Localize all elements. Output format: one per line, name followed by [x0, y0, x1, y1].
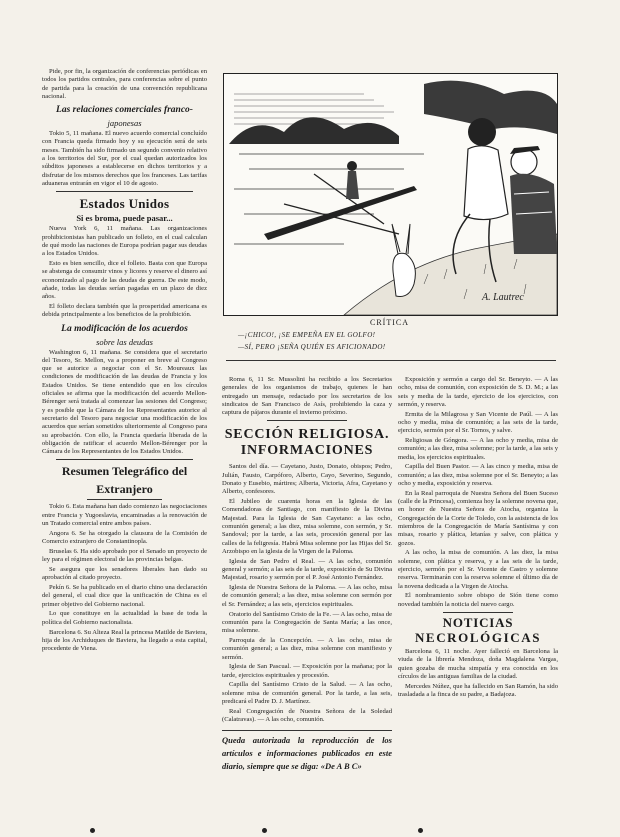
middle-column [222, 376, 392, 830]
cartoon-caption-1: —¡CHICO!, ¡SE EMPEÑA EN EL GOLFO! [238, 331, 376, 339]
heading-relaciones-2: japonesas [107, 118, 142, 129]
iglesia-item: Oratorio del Santísimo Cristo de la Fe. — A las ocho, misa de comunión para la Congregación de Santa María; a las once, misa solemne. [222, 610, 392, 635]
rabbit-ears [392, 224, 410, 254]
section-informaciones-title: INFORMACIONES [240, 443, 374, 459]
obituary-item: Mercedes Núñez, que ha fallecido en San Ramón, ha sido trasladada a la finca de su padre, a Badajoza. [398, 682, 558, 698]
artist-signature: A. Lautrec [482, 292, 524, 303]
article-intro: Exposición y sermón a cargo del Sr. Beneyto. — A las ocho, misa de comunión, con exposición de S. D. M.; a las seis y media de la tarde, ejercicio de los ejercicios, con sermón, y reserva. [398, 376, 558, 408]
necrologicas-title-2: NECROLÓGICAS [414, 630, 542, 646]
article-mussolini: Roma 6, 11 Sr. Mussolini ha recibido a los Secretarios generales de los organismos de trabajo, quienes le han entregado un mensaje, redactado por los secretarios de los sindicatos de San Francisco de Asís, prohibiendo la caza y captura de pájaros durante el invierno próximo. [222, 376, 392, 417]
resumen-item-4: Se asegura que los senadores liberales han dado su aprobación al citado proyecto. [42, 565, 207, 582]
divider [56, 191, 193, 192]
article-real-parroquia: En la Real parroquia de Nuestra Señora del Buen Suceso (calle de la Princesa), comienza hoy la solemne novena que, en honor de Nuestra Señora de Atocha, organiza la Congregación de la Corte de Toledo, con la asistencia de los miembros de la Congregación de María Santísima y con misas, rosario y plática, letanías y salve, con plática y gozos. [398, 489, 558, 547]
article-modificacion: Washington 6, 11 mañana. Se considera que el secretario del Tesoro, Sr. Mellon, va a proponer en breve al Congreso que se autorice a negociar con el Sr. Moureaux las condiciones de modificación de las deudas de Francia y los Estados Unidos. Se tiene entendido que en los círculos oficiales se afirma que la modificación del acuerdo Mellon-Bérenger será tratada al comenzar las sesiones del Congreso; y es posible que la Cámara de los Representantes autorice al secretario del Tesoro para negociar una modificación de los acuerdos que serían sometidos ulteriormente al Congreso para su aprobación. Con ello, la Francia quedaría liberada de la obligación de ratificar el acuerdo Mellon-Bérenger por la Cámara de los Representantes de los Estados Unidos. [42, 348, 207, 456]
divider [87, 499, 162, 500]
divider [56, 459, 193, 460]
resumen-item-1: Tokio 6. Esta mañana han dado comienzo las negociaciones entre Francia y Yugoeslavia, encaminadas a la renovación de un Tratado comercial entre ambos países. [42, 503, 207, 527]
cartoon-caption-2: —SÍ, PERO ¡SEÑA QUIÉN ES AFICIONADO! [238, 343, 386, 351]
heading-relaciones: Las relaciones comerciales franco- [56, 105, 193, 116]
iglesia-item: Iglesia de San Pascual. — Exposición por la mañana; por la tarde, ejercicios espirituales y procesión. [222, 663, 392, 679]
divider [226, 360, 556, 361]
article-misas: A las ocho, la misa de comunión. A las diez, la misa solemne, con plática y reserva, y a las seis de la tarde, ejercicio, sermón por el Sr. Vicente de Castro y solemne reserva. Terminarán con la reserva solemne el último día de la novena dedicada a la Virgen de Atocha. [398, 549, 558, 590]
oar [284, 204, 399, 234]
print-mark [90, 828, 95, 833]
heading-modificacion: La modificación de los acuerdos [61, 323, 188, 334]
rower-body [346, 171, 359, 199]
article-relaciones: Tokio 5, 11 mañana. El nuevo acuerdo comercial concluído con Francia queda firmado hoy y su ejecución será de seis meses. También ha sido firmado un segundo convenio relativo a los territorios del Sur, por el cual quedan autorizados los súbditos japoneses a establecerse en dichos territorios y a disfrutar de los mismos derechos que los franceses. Las tarifas aduaneras entrarán en vigor el 10 de agosto. [42, 130, 207, 187]
article-capilla: Capilla del Buen Pastor. — A las cinco y media, misa de comunión; a las diez, misa solemne por el Sr. Beneyto; a las ocho y media, exposición y reserva. [398, 463, 558, 488]
woman-bathing-suit [464, 146, 508, 220]
jubileo: El Jubileo de cuarenta horas en la Iglesia de las Comendadoras de Santiago, con manifiesto de la Divina Majestad. Para la Iglesia de San Cayetano: a las ocho, comunión general; a las diez, misa solemne, con sermón, y Sr. Sandoval; por la tarde, a las seis, procesión general por las calles de la feligresía. Habrá Misa solemne por las Hijas del Sr. Arzobispo en la iglesia de la Virgen de la Paloma. [222, 498, 392, 555]
cartoon-illustration [223, 73, 558, 316]
water-lines [234, 154, 424, 244]
iglesia-item: Real Congregación de Nuestra Señora de la Soledad (Calatravas). — A las ocho, comunión. [222, 707, 392, 724]
article-ermita: Ermita de la Milagrosa y San Vicente de Paúl. — A las ocho y media, misa de comunión; a las seis de la tarde, ejercicio, sermón por el Sr. Tornos, y salve. [398, 410, 558, 435]
resumen-item-6: Lo que constituye en la actualidad la base de toda la política del Gobierno nacionalista. [42, 610, 207, 626]
resumen-item-7: Barcelona 6. Su Alteza Real la princesa Matilde de Baviera, hija de los Archiduques de Baviera, ha llegado a esta capital, procedente de Viena. [42, 628, 207, 653]
reproduction-notice: Queda autorizada la reproducción de los artículos e informaciones publicados en este diario, siempre que se diga: «De A B C» [222, 730, 392, 773]
heading-estados-unidos: Estados Unidos [79, 196, 170, 212]
article-broma-3: El folleto declara también que la prosperidad americana es debida principalmente a los beneficios de la prohibición. [42, 302, 207, 319]
iglesia-item: Capilla del Santísimo Cristo de la Salud. — A las ocho, solemne misa de comunión general. Por la tarde, a las seis, predicará el Padre D. J. Martínez. [222, 681, 392, 705]
article-religiosas: Religiosas de Góngora. — A las ocho y media, misa de comunión; a las diez, misa solemne; por la tarde, a las seis y media, los ejercicios espirituales. [398, 437, 558, 461]
left-column [42, 68, 207, 828]
print-mark [418, 828, 423, 833]
divider [267, 420, 347, 421]
iglesia-item: Iglesia de San Pedro el Real. — A las ocho, comunión general y sermón; a las seis de la tarde, exposición de Su Divina Majestad, rosario y sermón por el P. José Antonio Fernández. [222, 557, 392, 582]
article-broma-2: Esto es bien sencillo, dice el folleto. Basta con que Europa se abstenga de consumir vinos y licores y reserve el dinero así economizado al pago de las deudas de guerra. De este modo, añade, todas las deudas serían pagadas en un plazo de diez años. [42, 259, 207, 301]
heading-resumen-2: Extranjero [96, 482, 153, 497]
resumen-item-2: Angora 6. Se ha otorgado la clausura de la Comisión de Comercio extranjero de Constantinopla. [42, 529, 207, 546]
article-oblatas: El nombramiento sobre obispo de Sión tiene como novedad también la noticia del nuevo cargo. [398, 592, 558, 608]
necrologicas-title-1: NOTICIAS [442, 615, 514, 631]
cartoon-title: CRÍTICA [370, 318, 409, 327]
heading-broma: Si es broma, puede pasar... [76, 213, 173, 224]
heading-resumen: Resumen Telegráfico del [61, 464, 188, 479]
cartoon-drawing [224, 74, 557, 315]
rower-head [347, 161, 357, 171]
heading-modificacion-2: sobre las deudas [96, 336, 153, 347]
section-religiosa-title: SECCIÓN RELIGIOSA. [224, 427, 390, 443]
resumen-item-3: Bruselas 6. Ha sido aprobado por el Senado un proyecto de ley para el régimen electoral de las provincias belgas. [42, 547, 207, 564]
obituary-item: Barcelona 6, 11 noche. Ayer falleció en Barcelona la viuda de la librería Mendoza, doña Magdalena Vargas, quien gozaba de mucha simpatía y era conocida en los círculos de las antiguas familias de la ciudad. [398, 648, 558, 680]
divider [443, 612, 513, 613]
iglesia-item: Iglesia de Nuestra Señora de la Paloma. — A las ocho, misa de comunión general; a las diez, misa solemne con sermón por el Sr. Fernández; a las seis, ejercicios espirituales. [222, 584, 392, 608]
print-mark [262, 828, 267, 833]
far-trees [229, 117, 399, 144]
right-column [398, 376, 558, 830]
santos-del-dia: Santos del día. — Cayetano, Justo, Donato, obispos; Pedro, Julián, Fausto, Carpóforo, Alberto, Cayo, Severino, Segundo, Donato y Eusebio, mártires; Alberta, Victoria, Afra, Cayetano y Alberto, confesores. [222, 463, 392, 496]
resumen-item-5: Pekín 6. Se ha publicado en el diario chino una declaración del general, el cual dice que la unificación de China es el primer objetivo del Gobierno nacional. [42, 584, 207, 608]
woman-head [468, 118, 496, 146]
iglesia-item: Parroquia de la Concepción. — A las ocho, misa de comunión general; a las diez, misa solemne con manifiesto y sermón. [222, 636, 392, 661]
intro-paragraph: Pide, por fin, la organización de conferencias periódicas en todos los partidos centrales, para conferencias sobre el punto de partida para la creación de una convención republicana nacional. [42, 68, 207, 100]
article-broma-1: Nueva York 6, 11 mañana. Las organizaciones prohibicionistas han publicado un folleto, en el cual calculan de qué modo las naciones de Europa podrían pagar sus deudas a los Estados Unidos. [42, 225, 207, 258]
